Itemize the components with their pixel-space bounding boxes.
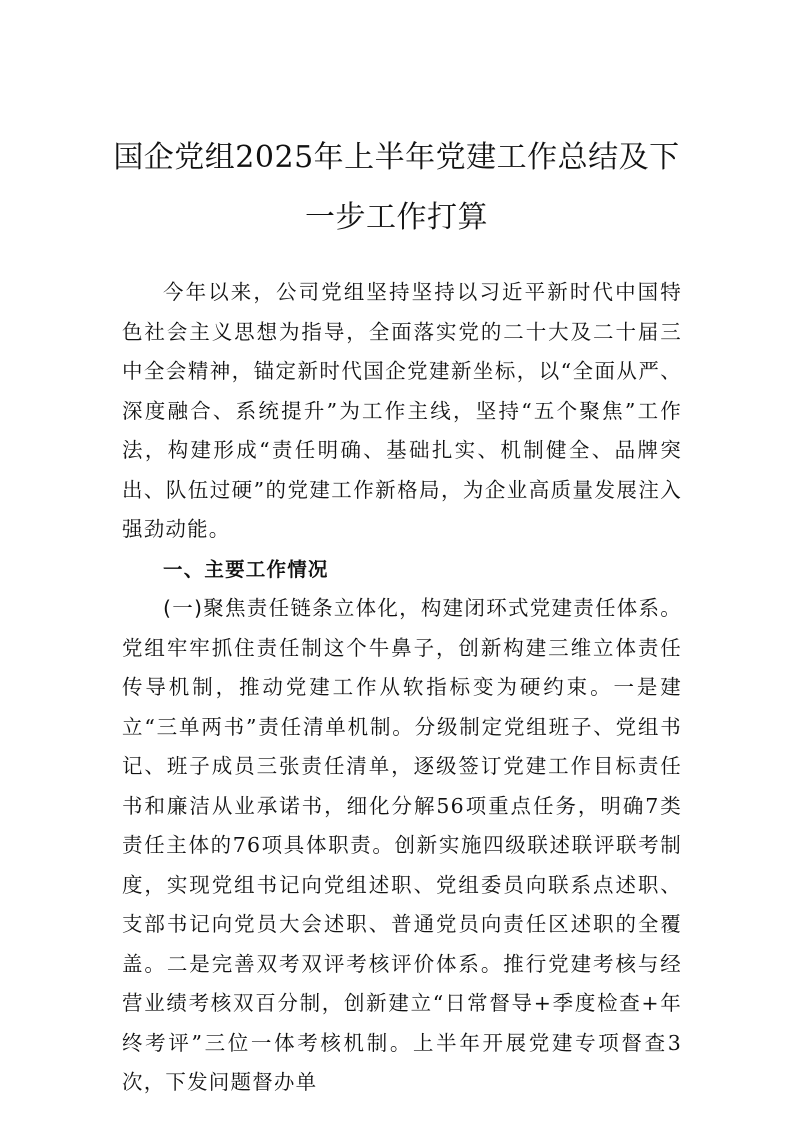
intro-paragraph: 今年以来，公司党组坚持坚持以习近平新时代中国特色社会主义思想为指导，全面落实党的二十大及二十届三中全会精神，锚定新时代国企党建新坐标，以“全面从严、深度融合、系统提升”为工作主线，坚持“五个聚焦”工作法，构建形成“责任明确、基础扎实、机制健全、品牌突出、队伍过硬”的党建工作新格局，为企业高质量发展注入强劲动能。: [122, 280, 682, 541]
subsection-heading: (一)聚焦责任链条立体化，构建闭环式党建责任体系。: [163, 596, 682, 620]
section-heading: 一、主要工作情况: [163, 557, 329, 581]
document-body: [122, 273, 682, 1103]
subsection-body: 党组牢牢抓住责任制这个牛鼻子，创新构建三维立体责任传导机制，推动党建工作从软指标变为硬约束。一是建立“三单两书”责任清单机制。分级制定党组班子、党组书记、班子成员三张责任清单，逐级签订党建工作目标责任书和廉洁从业承诺书，细化分解56项重点任务，明确7类责任主体的76项具体职责。创新实施四级联述联评联考制度，实现党组书记向党组述职、党组委员向联系点述职、支部书记向党员大会述职、普通党员向责任区述职的全覆盖。二是完善双考双评考核评价体系。推行党建考核与经营业绩考核双百分制，创新建立“日常督导+季度检查+年终考评”三位一体考核机制。上半年开展党建专项督查3次，下发问题督办单: [122, 635, 682, 1094]
subsection-paragraph: [122, 589, 682, 1103]
document-title: 国企党组2025年上半年党建工作总结及下一步工作打算: [113, 140, 680, 235]
